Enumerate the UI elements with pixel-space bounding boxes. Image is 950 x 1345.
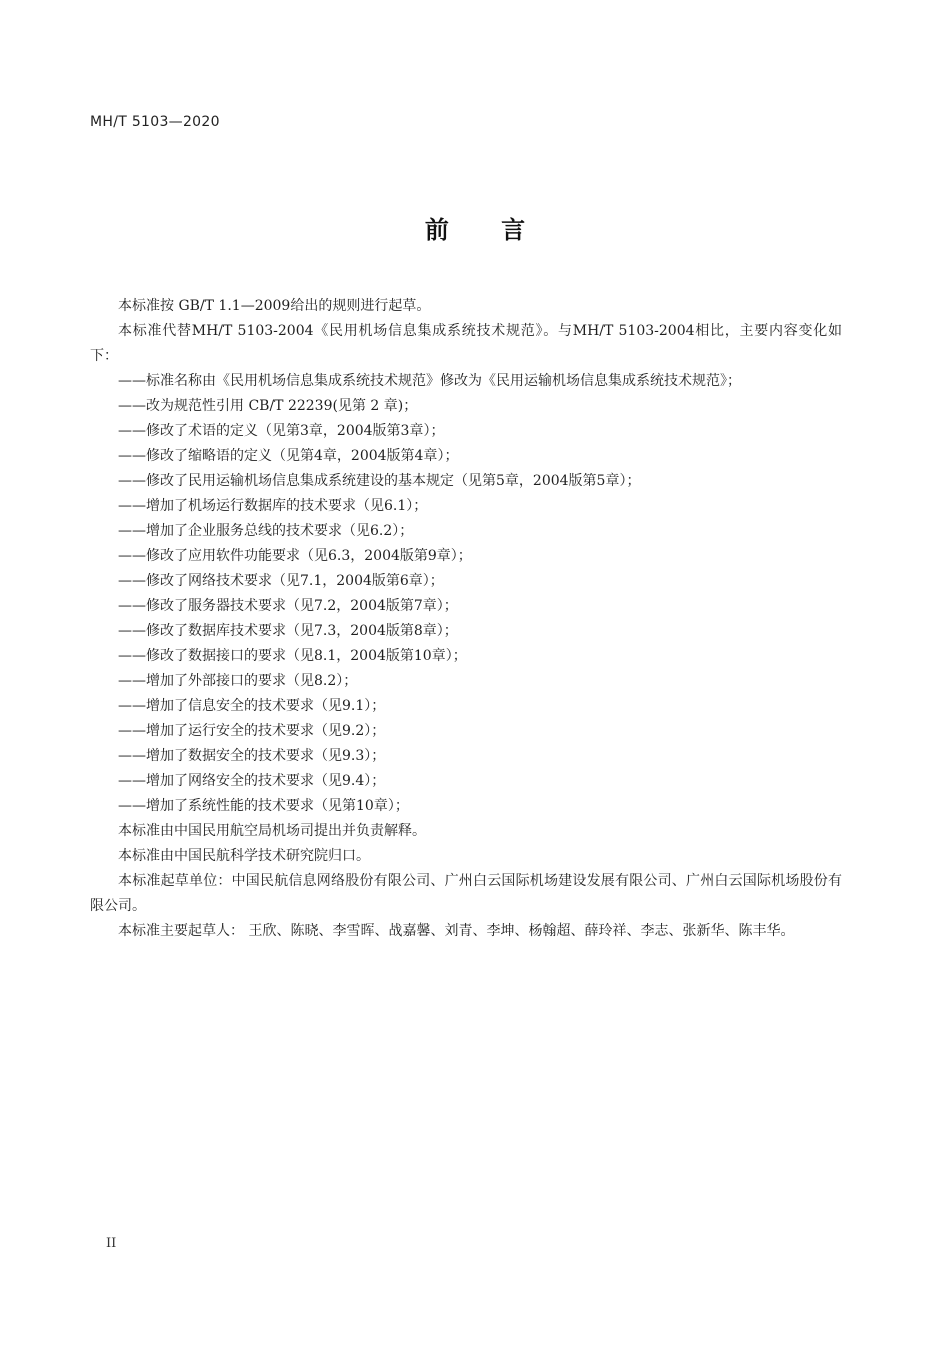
change-item: ——增加了运行安全的技术要求（见9.2）； (118, 723, 386, 739)
change-list (90, 369, 842, 819)
closing-paragraph-drafting-units: 本标准起草单位：中国民航信息网络股份有限公司、广州白云国际机场建设发展有限公司、广州白云国际机场股份有限公司。 (90, 873, 842, 914)
change-item: ——增加了网络安全的技术要求（见9.4）； (118, 773, 386, 789)
change-item: ——修改了缩略语的定义（见第4章，2004版第4章）； (118, 448, 459, 464)
change-item: ——增加了系统性能的技术要求（见第10章）； (118, 798, 409, 814)
change-item: ——修改了网络技术要求（见7.1，2004版第6章）； (118, 573, 444, 589)
change-item: ——增加了机场运行数据库的技术要求（见6.1）； (118, 498, 428, 514)
closing-paragraph-proposer: 本标准由中国民用航空局机场司提出并负责解释。 (118, 823, 426, 839)
change-item: ——增加了数据安全的技术要求（见9.3）； (118, 748, 386, 764)
page-number: II (106, 1236, 117, 1251)
closing-paragraph-centralized: 本标准由中国民航科学技术研究院归口。 (118, 848, 370, 864)
intro-paragraph-2: 本标准代替MH/T 5103-2004《民用机场信息集成系统技术规范》。与MH/T 5103-2004相比，主要内容变化如下： (90, 323, 842, 364)
change-item: ——标准名称由《民用机场信息集成系统技术规范》修改为《民用运输机场信息集成系统技术规范》； (118, 373, 741, 389)
change-item: ——修改了民用运输机场信息集成系统建设的基本规定（见第5章，2004版第5章）； (118, 473, 641, 489)
page-title: 前 言 (424, 216, 548, 244)
change-item: ——修改了服务器技术要求（见7.2，2004版第7章）； (118, 598, 458, 614)
change-item: ——增加了外部接口的要求（见8.2）； (118, 673, 358, 689)
intro-paragraph-1: 本标准按 GB/T 1.1—2009给出的规则进行起草。 (118, 298, 431, 314)
change-item: ——修改了应用软件功能要求（见6.3，2004版第9章）； (118, 548, 472, 564)
change-item: ——修改了数据接口的要求（见8.1，2004版第10章）； (118, 648, 467, 664)
change-item: ——增加了信息安全的技术要求（见9.1）； (118, 698, 386, 714)
closing-paragraph-drafters: 本标准主要起草人： 王欣、陈晓、李雪晖、战嘉馨、刘青、李坤、杨翰超、薛玲祥、李志、张新华、陈丰华。 (118, 923, 795, 939)
document-code: MH/T 5103—2020 (90, 114, 220, 130)
change-item: ——修改了术语的定义（见第3章，2004版第3章）； (118, 423, 445, 439)
change-item: ——改为规范性引用 CB/T 22239(见第 2 章)； (118, 398, 418, 414)
foreword-body (90, 294, 842, 944)
change-item: ——增加了企业服务总线的技术要求（见6.2）； (118, 523, 414, 539)
change-item: ——修改了数据库技术要求（见7.3，2004版第8章）； (118, 623, 458, 639)
